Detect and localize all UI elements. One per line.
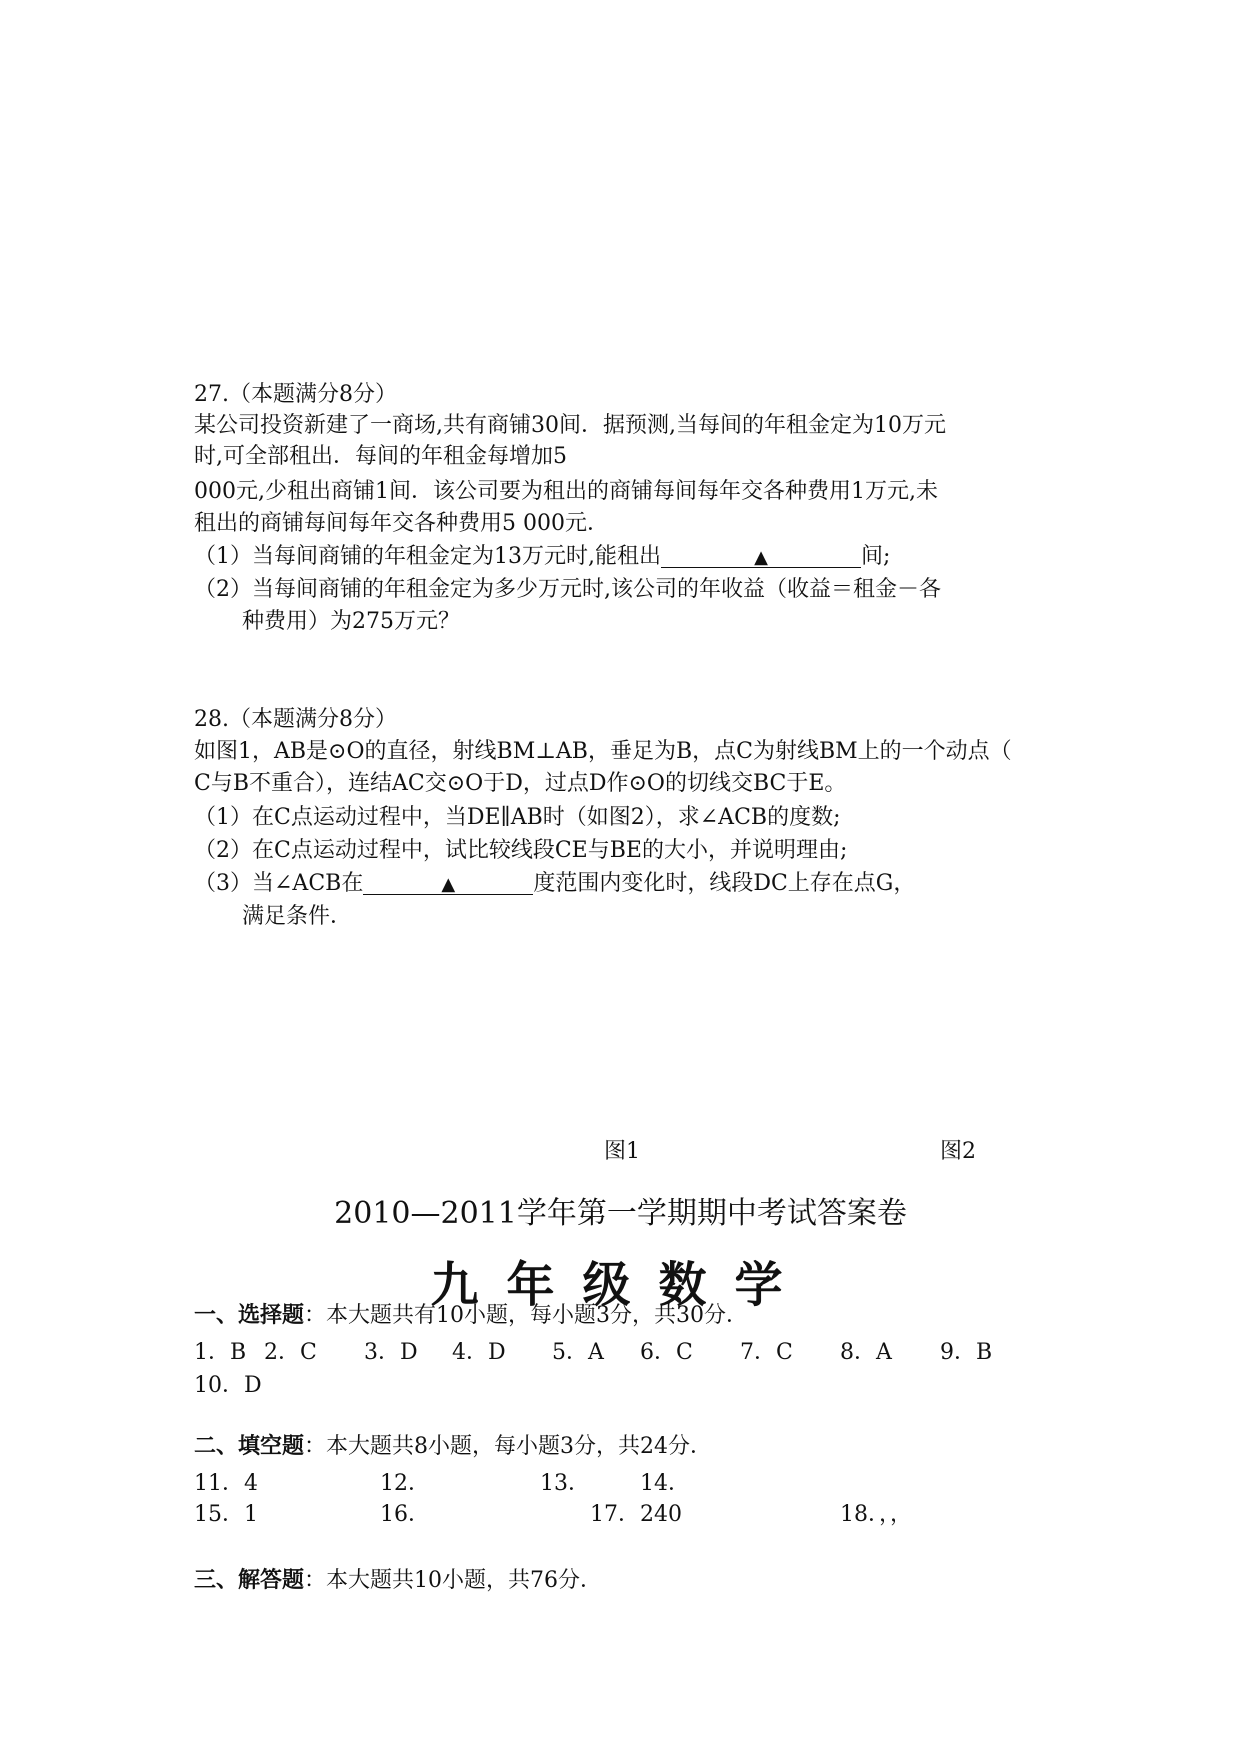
choice-answer-3: 3．D	[364, 1340, 418, 1365]
q27-text-line-3: 000元,少租出商铺1间．该公司要为租出的商铺每间每年交各种费用1万元,未	[194, 479, 938, 504]
choice-answer-9: 9．B	[940, 1340, 993, 1365]
q27-part-1	[194, 543, 890, 571]
q28-part-3-line-2: 满足条件．	[242, 904, 353, 929]
section-3-heading	[194, 1566, 602, 1595]
choice-answer-8: 8．A	[840, 1340, 892, 1365]
q28-part-3	[194, 870, 915, 898]
choice-answer-2: 2．C	[264, 1340, 317, 1365]
section-2-label: 二、填空题	[194, 1433, 305, 1459]
fill-answer-17: 17．240	[590, 1502, 682, 1527]
q27-part-2-line-1: （2）当每间商铺的年租金定为多少万元时,该公司的年收益（收益＝租金－各	[194, 577, 941, 602]
fill-answer-16: 16．	[380, 1502, 430, 1527]
section-1-text: ：本大题共有10小题，每小题3分，共30分．	[304, 1303, 749, 1328]
choice-answer-1: 1．B	[194, 1340, 247, 1365]
answer-sheet-title: 2010—2011学年第一学期期中考试答案卷	[334, 1196, 907, 1231]
choice-answer-7: 7．C	[740, 1340, 793, 1365]
section-1-heading	[194, 1301, 748, 1330]
q27-part-2-line-2: 种费用）为275万元？	[242, 609, 460, 634]
section-1-label: 一、选择题	[194, 1302, 305, 1328]
fill-answer-15: 15．1	[194, 1502, 258, 1527]
section-3-label: 三、解答题	[194, 1567, 305, 1593]
figure-2-caption: 图2	[940, 1139, 976, 1164]
choice-answer-6: 6．C	[640, 1340, 693, 1365]
choice-answer-5: 5．A	[552, 1340, 604, 1365]
q28-header: 28.（本题满分8分）	[194, 707, 397, 732]
choice-answer-4: 4．D	[452, 1340, 506, 1365]
q28-text-line-1: 如图1，AB是⊙O的直径，射线BM⊥AB，垂足为B，点C为射线BM上的一个动点（	[194, 739, 1012, 764]
triangle-marker-icon: ▲	[441, 874, 456, 895]
q27-text-line-2: 时,可全部租出．每间的年租金每增加5	[194, 444, 567, 469]
q28-part-2: （2）在C点运动过程中，试比较线段CE与BE的大小，并说明理由;	[194, 838, 848, 863]
q28-answer-blank	[363, 870, 533, 895]
section-3-text: ：本大题共10小题，共76分．	[304, 1568, 603, 1593]
figure-1-caption: 图1	[604, 1139, 640, 1164]
fill-answer-18: 18．，，	[840, 1502, 912, 1527]
q27-header: 27.（本题满分8分）	[194, 382, 397, 407]
triangle-marker-icon: ▲	[754, 547, 768, 568]
q27-part-1-text: （1）当每间商铺的年租金定为13万元时,能租出	[194, 544, 661, 569]
fill-answer-12: 12．	[380, 1471, 430, 1496]
q27-part-1-suffix: 间;	[861, 544, 891, 569]
q27-text-line-4: 租出的商铺每间每年交各种费用5 000元．	[194, 511, 609, 536]
q28-text-line-2: C与B不重合），连结AC交⊙O于D，过点D作⊙O的切线交BC于E。	[194, 771, 847, 796]
answer-sheet-subtitle: 九年级数学	[430, 1257, 811, 1313]
q27-answer-blank	[661, 543, 861, 568]
q28-part-3-suffix: 度范围内变化时，线段DC上存在点G，	[533, 871, 916, 896]
q28-part-3-text: （3）当∠ACB在	[194, 871, 364, 896]
fill-answer-11: 11．4	[194, 1471, 258, 1496]
q28-part-1: （1）在C点运动过程中，当DE∥AB时（如图2），求∠ACB的度数;	[194, 805, 841, 830]
q27-text-line-1: 某公司投资新建了一商场,共有商铺30间．据预测,当每间的年租金定为10万元	[194, 413, 946, 438]
fill-answer-14: 14．	[640, 1471, 690, 1496]
section-2-heading	[194, 1432, 712, 1461]
section-2-text: ：本大题共8小题，每小题3分，共24分．	[304, 1434, 713, 1459]
fill-answer-13: 13．	[540, 1471, 590, 1496]
choice-answer-10: 10．D	[194, 1373, 262, 1398]
